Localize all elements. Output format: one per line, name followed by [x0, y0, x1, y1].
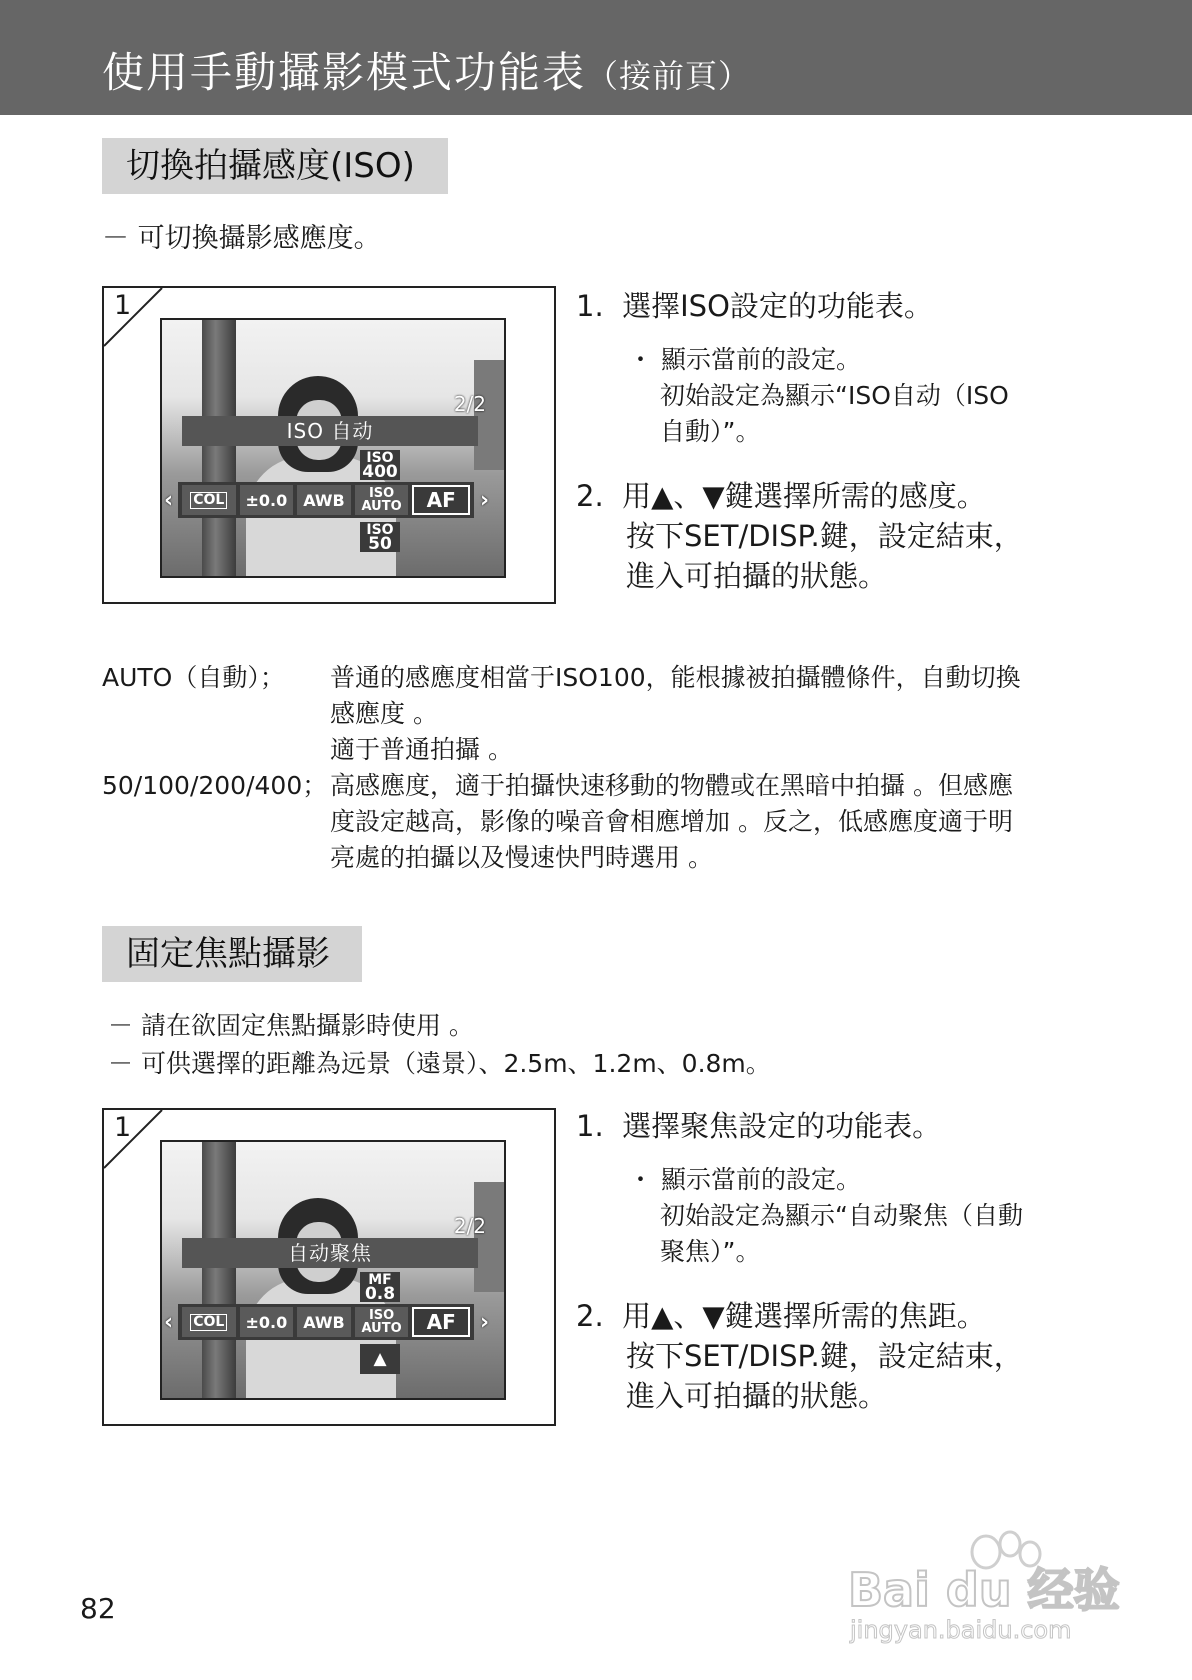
- tab-exposure: ±0.0: [240, 485, 294, 515]
- menu-page-indicator: 2/2: [453, 1214, 486, 1238]
- tab-exposure: ±0.0: [240, 1307, 294, 1337]
- figure-number: 1: [114, 290, 132, 321]
- definition-values-line-1: 高感應度，適于拍攝快速移動的物體或在黑暗中拍攝 。但感應: [330, 771, 1013, 800]
- tab-focus: AF: [412, 485, 470, 515]
- iso-step-1: 1. 選擇ISO設定的功能表。: [576, 289, 933, 323]
- tab-iso: ISO AUTO: [355, 485, 409, 515]
- page-number: 82: [80, 1592, 116, 1625]
- camera-lcd-screen: [160, 1140, 506, 1400]
- menu-title-bar: ISO 自动: [182, 416, 478, 446]
- focus-section-heading: 固定焦點攝影: [102, 926, 362, 982]
- focus-note-line-3: 聚焦）”。: [660, 1237, 761, 1266]
- photo-tree: [202, 1142, 236, 1398]
- focus-intro-line-1: － 請在欲固定焦點攝影時使用 。: [108, 1011, 474, 1040]
- focus-step-2-line-2: 按下SET/DISP.鍵，設定結束，: [626, 1339, 1023, 1373]
- definition-term-auto: AUTO（自動）；: [102, 663, 285, 692]
- iso-note-line-1: ・ 顯示當前的設定。: [628, 345, 861, 374]
- definition-auto-line-1: 普通的感應度相當于ISO100，能根據被拍攝體條件，自動切換: [330, 663, 1021, 692]
- tab-iso: ISO AUTO: [355, 1307, 409, 1337]
- definition-values-line-2: 度設定越高，影像的噪音會相應增加 。反之，低感應度適于明: [330, 807, 1013, 836]
- definition-auto-line-3: 適于普通拍攝 。: [330, 735, 513, 764]
- photo-tree: [202, 320, 236, 576]
- tab-focus: AF: [412, 1307, 470, 1337]
- iso-step-2: 2. 用▲、▼鍵選擇所需的感度。: [576, 479, 986, 513]
- page-header: [0, 0, 1192, 115]
- definition-auto-line-2: 感應度 。: [330, 699, 438, 728]
- baidu-watermark: [848, 1508, 1128, 1652]
- menu-page-indicator: 2/2: [453, 392, 486, 416]
- focus-step-2-line-3: 進入可拍攝的狀態。: [626, 1379, 888, 1413]
- focus-figure: [102, 1108, 556, 1426]
- iso-figure: [102, 286, 556, 604]
- chevron-left-icon: ‹: [164, 488, 174, 513]
- tab-color: COL: [182, 485, 236, 515]
- camera-lcd-screen: [160, 318, 506, 578]
- mountain-landscape-icon: ▲: [360, 1344, 400, 1374]
- definition-values-line-3: 亮處的拍攝以及慢速快門時選用 。: [330, 843, 713, 872]
- focus-intro-line-2: － 可供選擇的距離為远景（遠景）、2.5m、1.2m、0.8m。: [108, 1049, 771, 1078]
- tab-white-balance: AWB: [297, 1307, 351, 1337]
- page-title: 使用手動攝影模式功能表（接前頁）: [102, 48, 752, 97]
- focus-step-2: 2. 用▲、▼鍵選擇所需的焦距。: [576, 1299, 986, 1333]
- iso-note-line-2: 初始設定為顯示“ISO自动（ISO: [660, 381, 1009, 410]
- iso-section-heading: 切換拍攝感度(ISO): [102, 138, 448, 194]
- menu-title-bar: 自动聚焦: [182, 1238, 478, 1268]
- iso-step-2-line-2: 按下SET/DISP.鍵，設定結束，: [626, 519, 1023, 553]
- page-subtitle: （接前頁）: [586, 57, 752, 95]
- iso-note-line-3: 自動）”。: [660, 417, 761, 446]
- focus-note-line-1: ・ 顯示當前的設定。: [628, 1165, 861, 1194]
- focus-option-mf: MF 0.8: [360, 1272, 400, 1302]
- figure-number: 1: [114, 1112, 132, 1143]
- definition-term-values: 50/100/200/400；: [102, 771, 328, 800]
- iso-option-400: ISO 400: [360, 450, 400, 480]
- watermark-brand: Bai du 经验: [848, 1563, 1120, 1617]
- chevron-left-icon: ‹: [164, 1310, 174, 1335]
- menu-tabs: [178, 482, 474, 518]
- menu-tabs: [178, 1304, 474, 1340]
- tab-color: COL: [182, 1307, 236, 1337]
- iso-option-50: ISO 50: [360, 522, 400, 552]
- watermark-url: jingyan.baidu.com: [850, 1616, 1072, 1644]
- chevron-right-icon: ›: [480, 1310, 490, 1335]
- tab-white-balance: AWB: [297, 485, 351, 515]
- focus-note-line-2: 初始設定為顯示“自动聚焦（自動: [660, 1201, 1023, 1230]
- iso-intro: － 可切換攝影感應度。: [102, 223, 381, 254]
- focus-step-1: 1. 選擇聚焦設定的功能表。: [576, 1109, 942, 1143]
- chevron-right-icon: ›: [480, 488, 490, 513]
- iso-step-2-line-3: 進入可拍攝的狀態。: [626, 559, 888, 593]
